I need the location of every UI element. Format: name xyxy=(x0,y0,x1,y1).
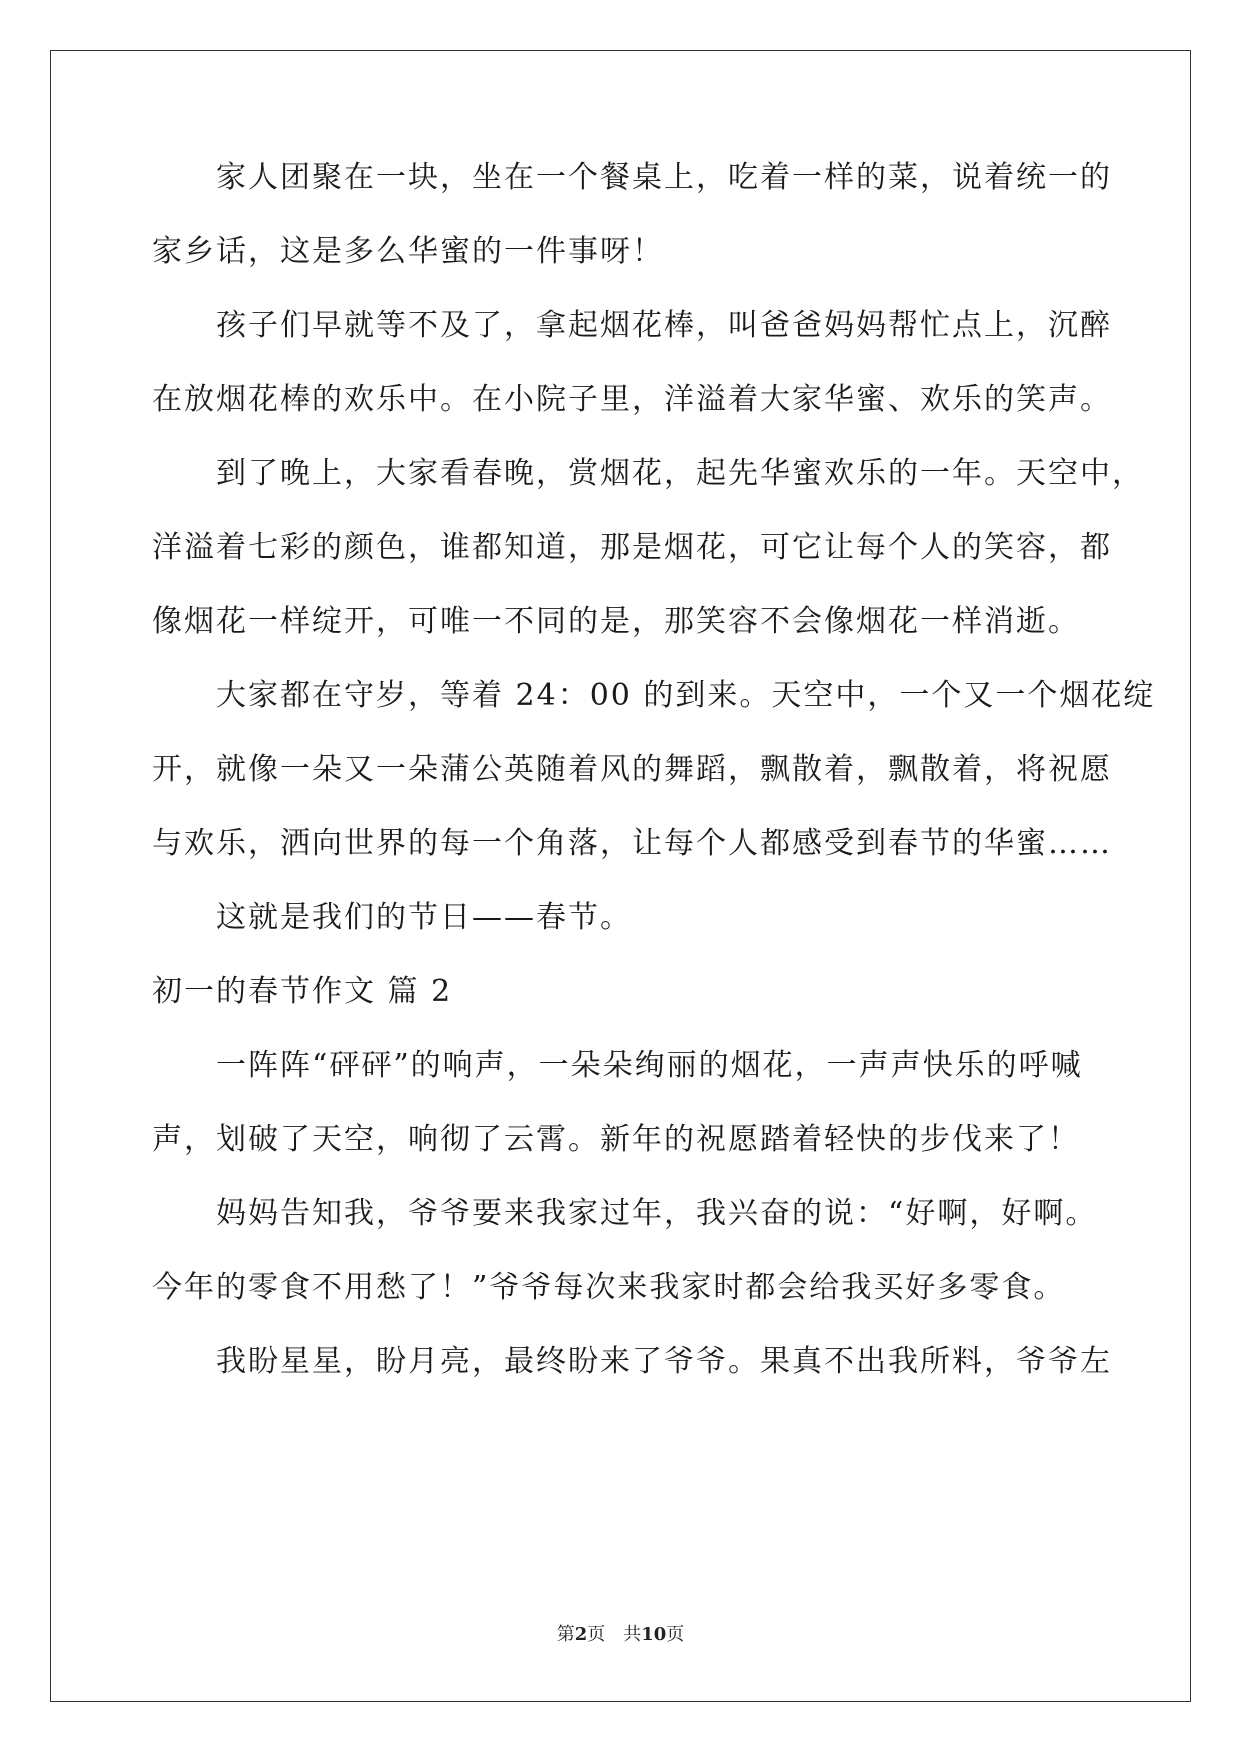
paragraph-line: 在放烟花棒的欢乐中。在小院子里，洋溢着大家华蜜、欢乐的笑声。 xyxy=(152,382,1112,417)
paragraph-line: 与欢乐，洒向世界的每一个角落，让每个人都感受到春节的华蜜…… xyxy=(152,826,1112,861)
current-page-number: 2 xyxy=(574,1624,588,1645)
paragraph-line: 我盼星星，盼月亮，最终盼来了爷爷。果真不出我所料，爷爷左 xyxy=(216,1344,1112,1379)
footer-mid: 页 共 xyxy=(587,1624,642,1645)
total-page-number: 10 xyxy=(641,1624,667,1645)
paragraph-line: 洋溢着七彩的颜色，谁都知道，那是烟花，可它让每个人的笑容，都 xyxy=(152,530,1112,565)
paragraph-line: 孩子们早就等不及了，拿起烟花棒，叫爸爸妈妈帮忙点上，沉醉 xyxy=(216,308,1112,343)
paragraph-line: 妈妈告知我，爷爷要来我家过年，我兴奋的说：“好啊，好啊。 xyxy=(216,1196,1098,1231)
paragraph-line: 大家都在守岁，等着 24：00 的到来。天空中，一个又一个烟花绽 xyxy=(216,678,1156,713)
footer-suffix: 页 xyxy=(666,1624,685,1645)
page-footer xyxy=(0,1620,1241,1646)
paragraph-line: 一阵阵“砰砰”的响声，一朵朵绚丽的烟花，一声声快乐的呼喊 xyxy=(216,1048,1083,1083)
paragraph-line: 声，划破了天空，响彻了云霄。新年的祝愿踏着轻快的步伐来了！ xyxy=(152,1122,1080,1157)
footer-prefix: 第 xyxy=(556,1624,575,1645)
paragraph-line: 开，就像一朵又一朵蒲公英随着风的舞蹈，飘散着，飘散着，将祝愿 xyxy=(152,752,1112,787)
paragraph-line: 今年的零食不用愁了！”爷爷每次来我家时都会给我买好多零食。 xyxy=(152,1270,1066,1305)
paragraph-line: 家乡话，这是多么华蜜的一件事呀！ xyxy=(152,234,664,269)
paragraph-line: 到了晚上，大家看春晚，赏烟花，起先华蜜欢乐的一年。天空中， xyxy=(216,456,1144,491)
paragraph-line: 这就是我们的节日——春节。 xyxy=(216,900,632,935)
paragraph-line: 像烟花一样绽开，可唯一不同的是，那笑容不会像烟花一样消逝。 xyxy=(152,604,1080,639)
section-heading: 初一的春节作文 篇 2 xyxy=(152,974,453,1009)
page-border xyxy=(50,50,1191,1702)
paragraph-line: 家人团聚在一块，坐在一个餐桌上，吃着一样的菜，说着统一的 xyxy=(216,160,1112,195)
